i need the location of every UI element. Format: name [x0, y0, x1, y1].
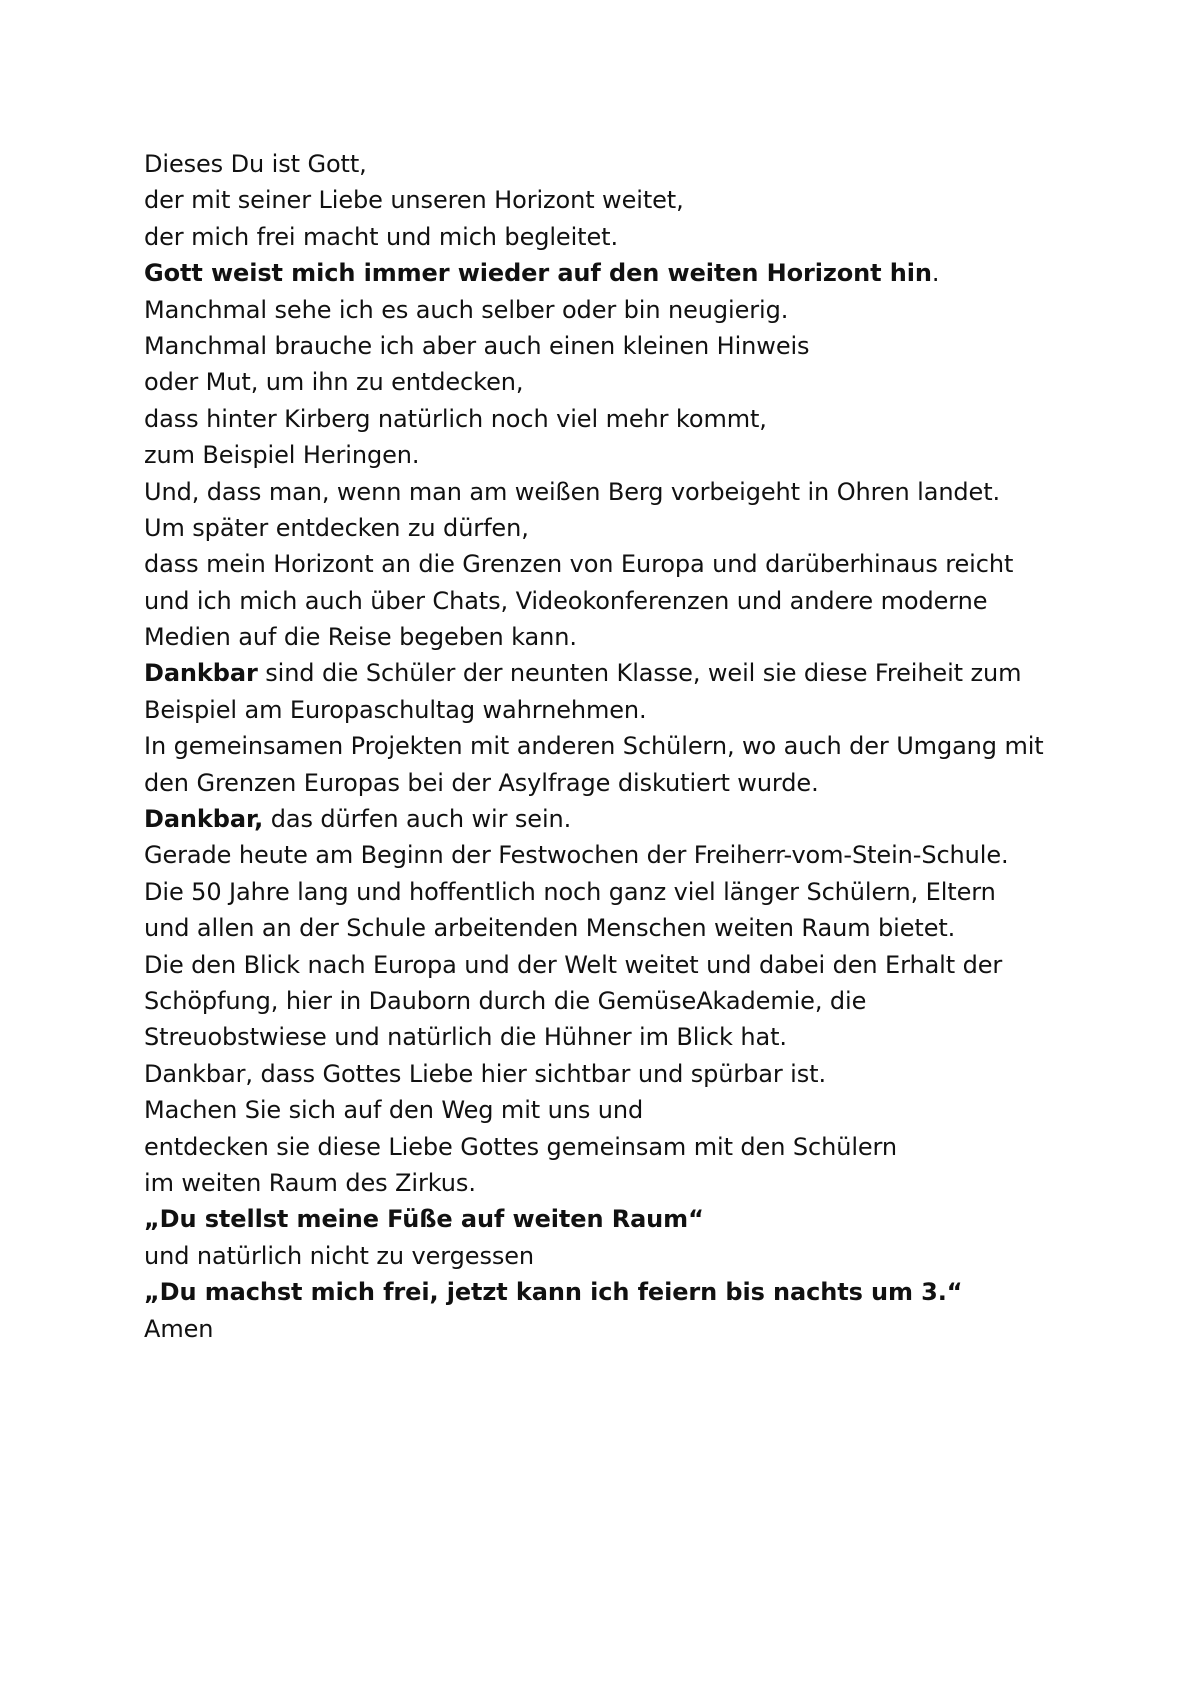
text-line [144, 765, 1144, 801]
text-segment: Beispiel am Europaschultag wahrnehmen. [144, 695, 647, 724]
text-line [144, 510, 1144, 546]
text-line [144, 1274, 1144, 1310]
text-segment: und natürlich nicht zu vergessen [144, 1241, 535, 1270]
text-line [144, 219, 1144, 255]
bold-text-segment: Dankbar [144, 659, 258, 688]
text-line [144, 292, 1144, 328]
text-line [144, 1165, 1144, 1201]
text-segment: dass hinter Kirberg natürlich noch viel mehr kommt, [144, 404, 767, 433]
text-line [144, 401, 1144, 437]
text-line [144, 801, 1144, 837]
text-line [144, 583, 1144, 619]
text-segment: Um später entdecken zu dürfen, [144, 513, 529, 542]
text-line [144, 1092, 1144, 1128]
text-line [144, 1311, 1144, 1347]
text-segment: sind die Schüler der neunten Klasse, weil sie diese Freiheit zum [257, 659, 1022, 688]
text-segment: der mit seiner Liebe unseren Horizont weitet, [144, 186, 684, 215]
text-line [144, 983, 1144, 1019]
text-segment: Die den Blick nach Europa und der Welt weitet und dabei den Erhalt der [144, 950, 1003, 979]
bold-text-segment: „Du machst mich frei, jetzt kann ich feiern bis nachts um 3.“ [144, 1278, 963, 1307]
text-segment: entdecken sie diese Liebe Gottes gemeinsam mit den Schülern [144, 1132, 898, 1161]
text-segment: Manchmal sehe ich es auch selber oder bin neugierig. [144, 295, 789, 324]
text-segment: zum Beispiel Heringen. [144, 441, 420, 470]
bold-text-segment: Gott weist mich immer wieder auf den weiten Horizont hin [144, 259, 932, 288]
text-line [144, 655, 1144, 691]
text-line [144, 692, 1144, 728]
text-line [144, 910, 1144, 946]
text-segment: Gerade heute am Beginn der Festwochen der Freiherr-vom-Stein-Schule. [144, 841, 1009, 870]
text-segment: Und, dass man, wenn man am weißen Berg vorbeigeht in Ohren landet. [144, 477, 1001, 506]
text-line [144, 728, 1144, 764]
text-line [144, 474, 1144, 510]
text-line [144, 1238, 1144, 1274]
text-segment: . [931, 259, 940, 288]
text-segment: den Grenzen Europas bei der Asylfrage diskutiert wurde. [144, 768, 819, 797]
text-line [144, 328, 1144, 364]
text-line [144, 437, 1144, 473]
text-segment: und ich mich auch über Chats, Videokonferenzen und andere moderne [144, 586, 988, 615]
text-segment: dass mein Horizont an die Grenzen von Europa und darüberhinaus reicht [144, 550, 1014, 579]
text-segment: oder Mut, um ihn zu entdecken, [144, 368, 524, 397]
text-segment: Dieses Du ist Gott, [144, 150, 367, 178]
text-segment: In gemeinsamen Projekten mit anderen Schülern, wo auch der Umgang mit [144, 732, 1044, 761]
bold-text-segment: „Du stellst meine Füße auf weiten Raum“ [144, 1205, 704, 1234]
text-line [144, 146, 1144, 182]
text-segment: Medien auf die Reise begeben kann. [144, 623, 577, 652]
text-line [144, 1019, 1144, 1055]
text-segment: Dankbar, dass Gottes Liebe hier sichtbar und spürbar ist. [144, 1059, 826, 1088]
text-line [144, 1129, 1144, 1165]
text-line [144, 255, 1144, 291]
text-line [144, 947, 1144, 983]
text-line [144, 182, 1144, 218]
text-line [144, 364, 1144, 400]
text-segment: im weiten Raum des Zirkus. [144, 1168, 476, 1197]
text-line [144, 546, 1144, 582]
text-line [144, 874, 1144, 910]
text-line [144, 1201, 1144, 1237]
text-line [144, 837, 1144, 873]
text-line [144, 619, 1144, 655]
text-segment: Streuobstwiese und natürlich die Hühner im Blick hat. [144, 1023, 787, 1052]
text-line [144, 1056, 1144, 1092]
text-body [144, 146, 1144, 1347]
bold-text-segment: Dankbar, [144, 805, 264, 834]
text-segment: der mich frei macht und mich begleitet. [144, 222, 618, 251]
text-segment: Die 50 Jahre lang und hoffentlich noch ganz viel länger Schülern, Eltern [144, 877, 996, 906]
text-segment: Machen Sie sich auf den Weg mit uns und [144, 1096, 644, 1125]
text-segment: und allen an der Schule arbeitenden Menschen weiten Raum bietet. [144, 914, 956, 943]
text-segment: Manchmal brauche ich aber auch einen kleinen Hinweis [144, 331, 810, 360]
text-segment: das dürfen auch wir sein. [263, 805, 572, 834]
text-segment: Amen [144, 1314, 214, 1343]
text-segment: Schöpfung, hier in Dauborn durch die GemüseAkademie, die [144, 986, 867, 1015]
